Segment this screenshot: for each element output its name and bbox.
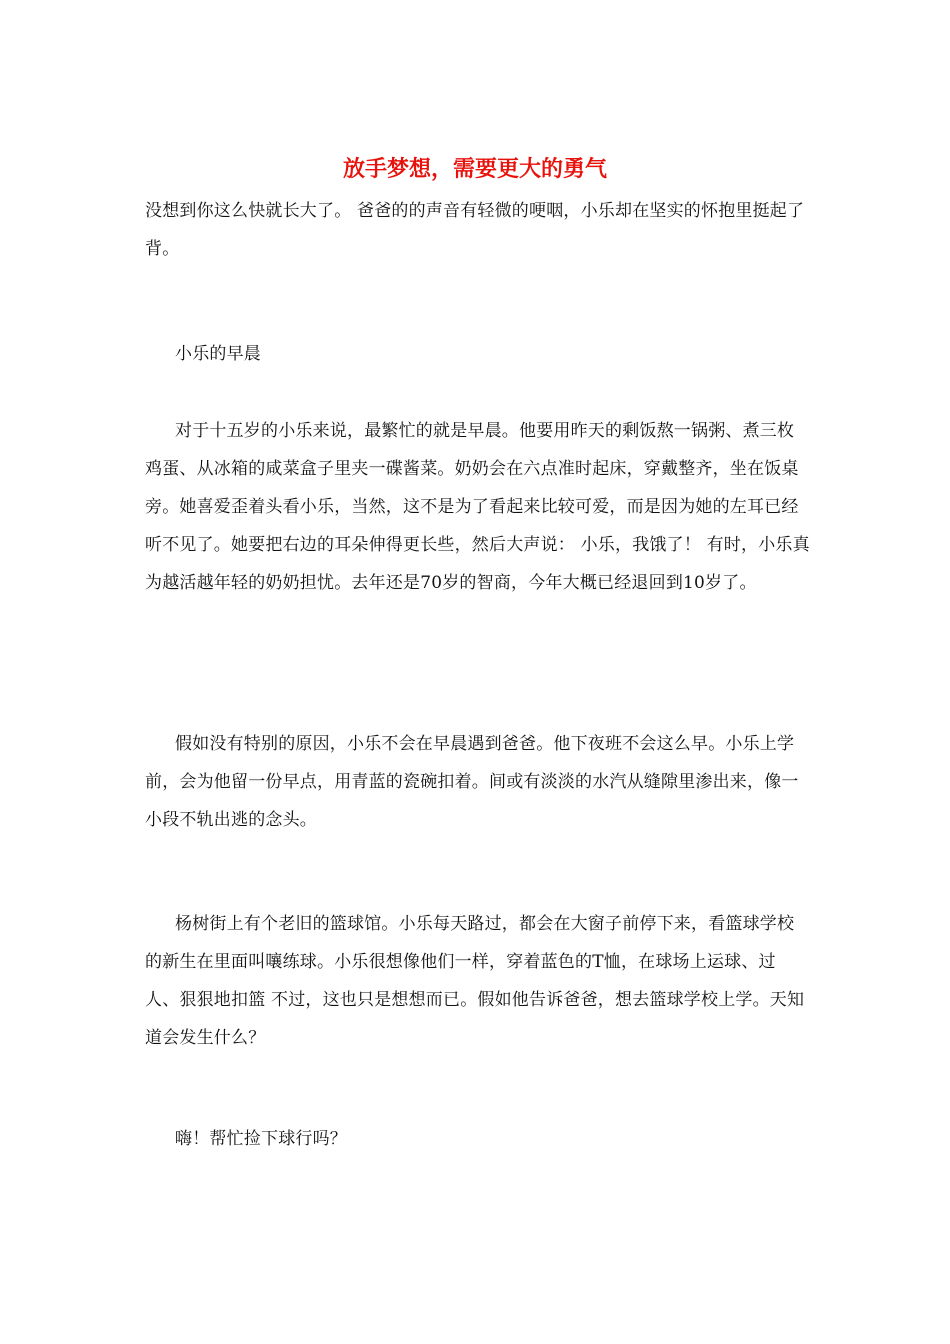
body-paragraph: 假如没有特别的原因，小乐不会在早晨遇到爸爸。他下夜班不会这么早。小乐上学前，会为他留一份早点，用青蓝的瓷碗扣着。间或有淡淡的水汽从缝隙里渗出来，像一小段不轨出逃的念头。 (145, 734, 799, 830)
body-paragraph: 嗨！帮忙捡下球行吗？ (175, 1129, 347, 1149)
body-paragraph: 杨树街上有个老旧的篮球馆。小乐每天路过，都会在大窗子前停下来，看篮球学校的新生在里面叫嚷练球。小乐很想像他们一样，穿着蓝色的T恤，在球场上运球、过人、狠狠地扣篮 不过，这也只是想想而已。假如他告诉爸爸，想去篮球学校上学。天知道会发生什么？ (145, 914, 805, 1048)
body-paragraph: 对于十五岁的小乐来说，最繁忙的就是早晨。他要用昨天的剩饭熬一锅粥、煮三枚鸡蛋、从冰箱的咸菜盒子里夹一碟酱菜。奶奶会在六点准时起床，穿戴整齐，坐在饭桌旁。她喜爱歪着头看小乐，当然，这不是为了看起来比较可爱，而是因为她的左耳已经听不见了。她要把右边的耳朵伸得更长些，然后大声说： 小乐，我饿了！ 有时，小乐真为越活越年轻的奶奶担忧。去年还是70岁的智商，今年大概已经退回到10岁了。 (145, 421, 810, 593)
document-title: 放手梦想，需要更大的勇气 (342, 156, 607, 182)
section-heading: 小乐的早晨 (175, 344, 261, 364)
intro-paragraph: 没想到你这么快就长大了。 爸爸的的声音有轻微的哽咽，小乐却在坚实的怀抱里挺起了背。 (145, 201, 805, 259)
